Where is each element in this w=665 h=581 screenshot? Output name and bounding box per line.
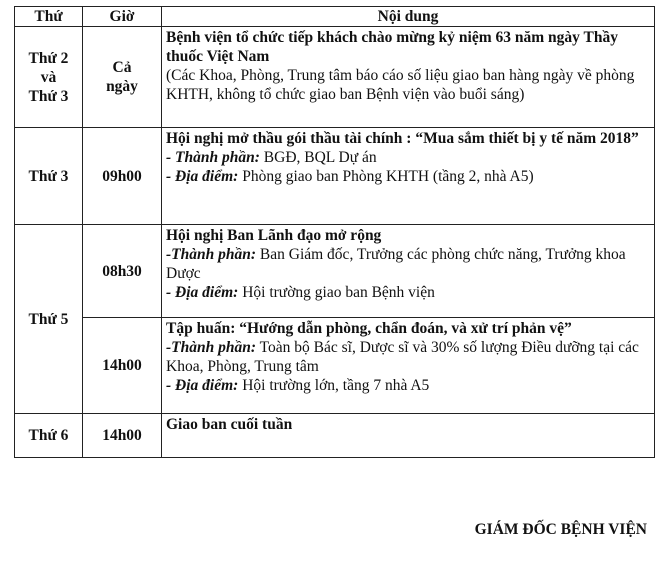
event-title: Tập huấn: “Hướng dẫn phòng, chẩn đoán, và xử trí phản vệ” [166,320,572,337]
participants-label: -Thành phần: [166,246,257,263]
day-cell [15,27,83,128]
table-row [15,225,655,318]
event-participants [166,148,650,167]
event-participants [166,338,650,376]
participants-text: Ban Giám đốc, Trưởng các phòng chức năng, Trưởng khoa Dược [166,246,626,282]
table-row [15,27,655,128]
header-content: Nội dung [162,7,655,27]
day-text: và [40,68,57,86]
signature-title: GIÁM ĐỐC BỆNH VIỆN [474,521,647,538]
content-cell [162,318,655,414]
content-cell [162,27,655,128]
location-text: Hội trường giao ban Bệnh viện [238,284,435,301]
time-text: ngày [106,78,138,95]
day-cell: Thứ 5 [15,225,83,414]
time-cell: 14h00 [83,414,162,458]
location-text: Hội trường lớn, tầng 7 nhà A5 [238,377,430,394]
location-label: - Địa điểm: [166,284,239,301]
day-cell: Thứ 3 [15,128,83,225]
event-location [166,376,650,395]
schedule-table [14,6,655,458]
table-row [15,318,655,414]
event-title: Bệnh viện tổ chức tiếp khách chào mừng kỷ niệm 63 năm ngày Thầy thuốc Việt Nam [166,29,618,65]
participants-text: BGĐ, BQL Dự án [259,149,377,166]
content-cell [162,225,655,318]
table-header-row [15,7,655,27]
location-label: - Địa điểm: [166,377,239,394]
participants-label: -Thành phần: [166,339,257,356]
day-text: Thứ 2 [28,49,69,67]
event-participants [166,245,650,283]
location-text: Phòng giao ban Phòng KHTH (tầng 2, nhà A5) [238,168,534,185]
event-title: Hội nghị mở thầu gói thầu tài chính : “Mua sắm thiết bị y tế năm 2018” [166,130,639,147]
content-cell [162,128,655,225]
time-text: Cả [112,59,132,76]
header-day: Thứ [15,7,83,27]
content-cell [162,414,655,458]
time-cell: 08h30 [83,225,162,318]
event-note: (Các Khoa, Phòng, Trung tâm báo cáo số liệu giao ban hàng ngày về phòng KHTH, không tổ chức giao ban Bệnh viện vào buổi sáng) [166,67,635,103]
event-location [166,283,650,302]
time-cell [83,27,162,128]
participants-text: Toàn bộ Bác sĩ, Dược sĩ và 30% số lượng Điều dưỡng tại các Khoa, Phòng, Trung tâm [166,339,639,375]
time-cell: 14h00 [83,318,162,414]
event-title: Hội nghị Ban Lãnh đạo mở rộng [166,227,382,244]
day-text: Thứ 3 [28,87,69,105]
table-row [15,414,655,458]
event-location [166,167,650,186]
participants-label: - Thành phần: [166,149,260,166]
table-row [15,128,655,225]
day-cell: Thứ 6 [15,414,83,458]
time-cell: 09h00 [83,128,162,225]
location-label: - Địa điểm: [166,168,239,185]
header-time: Giờ [83,7,162,27]
event-title: Giao ban cuối tuần [166,416,293,433]
